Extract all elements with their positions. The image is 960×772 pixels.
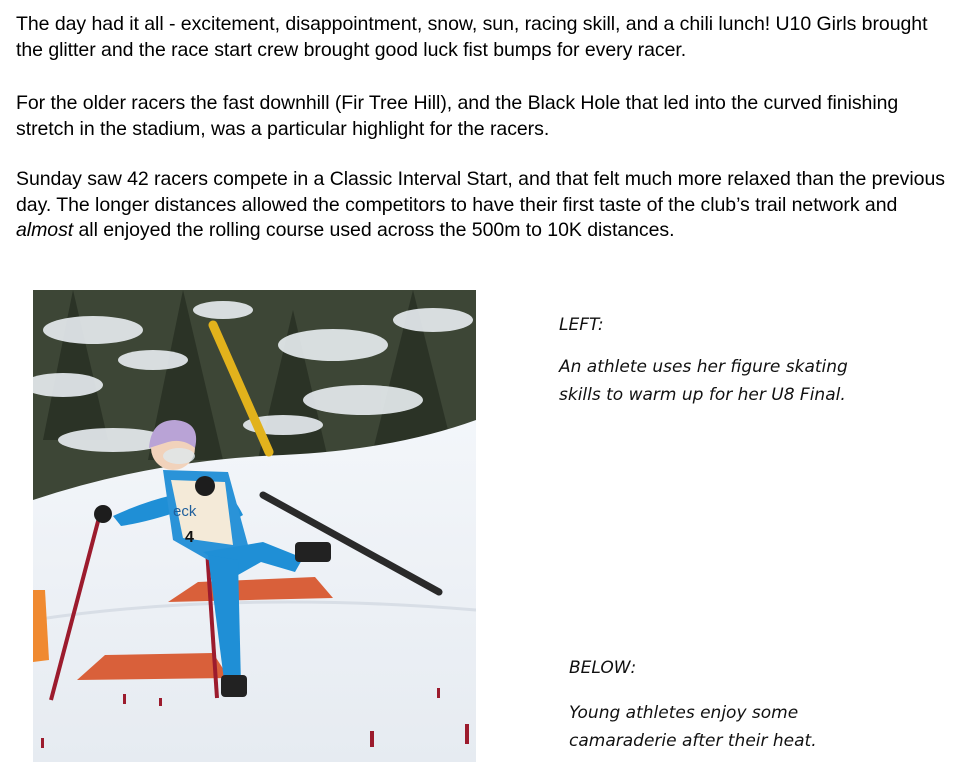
caption-below-text: Young athletes enjoy some camaraderie after their heat. bbox=[569, 703, 817, 751]
bib-text: eck bbox=[173, 503, 197, 520]
paragraph-sunday-part1: Sunday saw 42 racers compete in a Classic Interval Start, and that felt much more relaxed than the previous day. The longer distances allowed the competitors to have their first taste of the club’s trail network and bbox=[16, 168, 945, 216]
paragraph-older-racers: For the older racers the fast downhill (Fir Tree Hill), and the Black Hole that led into the curved finishing stretch in the stadium, was a particular highlight for the racers. bbox=[16, 92, 899, 140]
skier-photo-illustration bbox=[33, 290, 476, 762]
caption-left-label: LEFT: bbox=[559, 315, 604, 335]
paragraph-sunday-emphasis: almost bbox=[16, 219, 74, 241]
paragraph-sunday bbox=[16, 167, 951, 244]
paragraph-sunday-part2: all enjoyed the rolling course used across the 500m to 10K distances. bbox=[73, 219, 675, 241]
skier-photo bbox=[33, 290, 476, 762]
caption-left-text: An athlete uses her figure skating skills to warm up for her U8 Final. bbox=[559, 357, 848, 405]
caption-below-label: BELOW: bbox=[569, 658, 637, 678]
bib-number: 4 bbox=[185, 529, 194, 546]
paragraph-race-day: The day had it all - excitement, disappointment, snow, sun, racing skill, and a chili lunch! U10 Girls brought the glitter and the race start crew brought good luck fist bumps for every racer. bbox=[16, 13, 928, 61]
